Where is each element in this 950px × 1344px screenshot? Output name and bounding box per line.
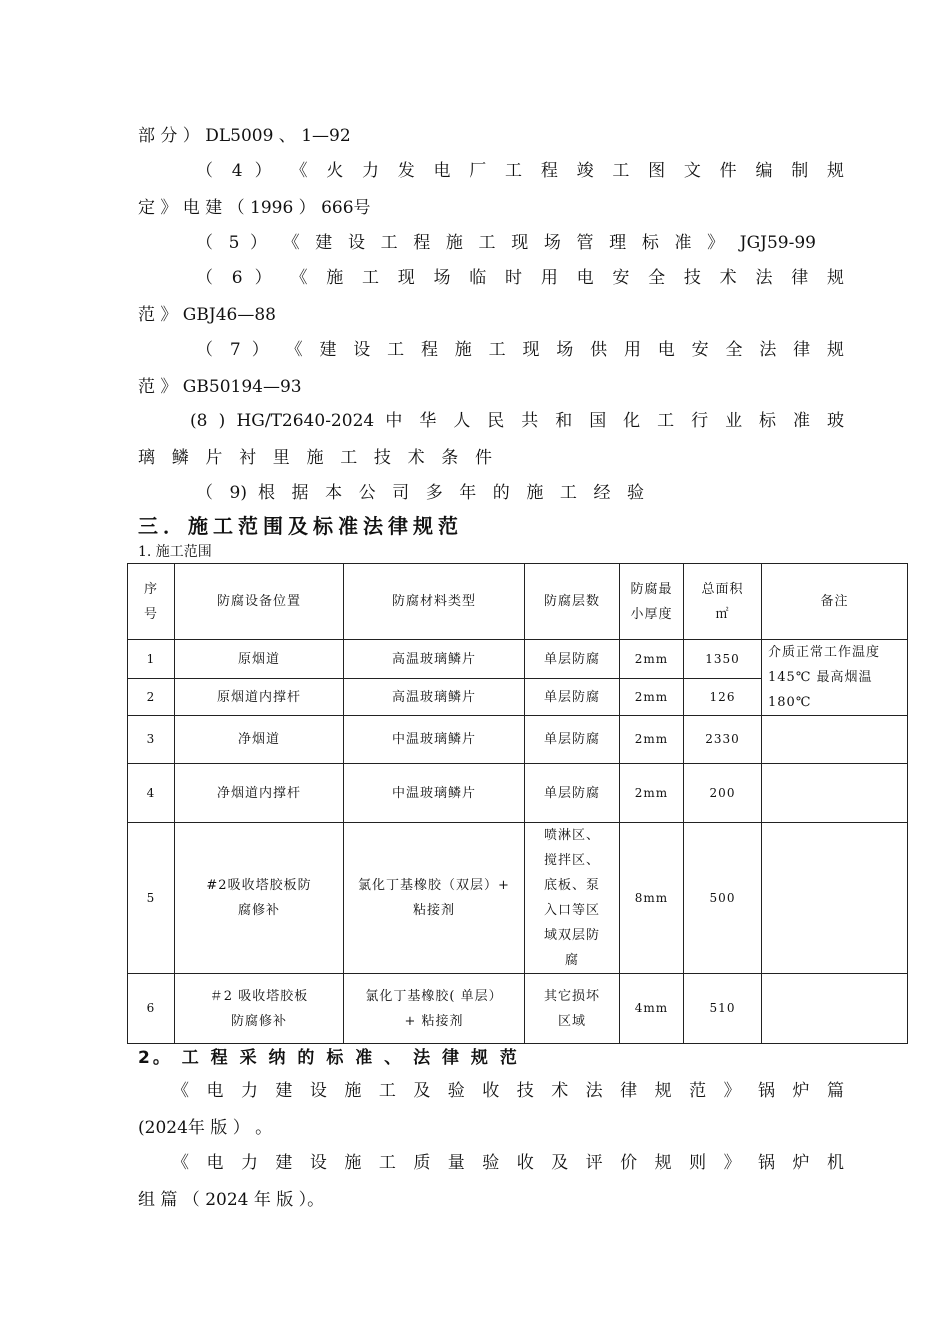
text-line: （ 7 ） 《 建 设 工 程 施 工 现 场 供 用 电 安 全 法 律 规 xyxy=(196,340,844,360)
cell-remark xyxy=(762,764,908,823)
cell-material: 中温玻璃鳞片 xyxy=(344,764,525,823)
text-line: (2024年 版 ） 。 xyxy=(138,1118,273,1138)
construction-scope-table xyxy=(127,563,908,1044)
cell-layers: 单层防腐 xyxy=(525,679,620,716)
cell-material: 高温玻璃鳞片 xyxy=(344,640,525,679)
cell-no: 1 xyxy=(128,640,175,679)
cell-thickness: 2mm xyxy=(620,679,684,716)
text-line: 部 分 ） DL5009 、 1—92 xyxy=(138,126,351,146)
cell-area: 126 xyxy=(684,679,762,716)
text-line: 范 》 GBJ46—88 xyxy=(138,305,276,325)
cell-no: 3 xyxy=(128,716,175,764)
cell-layers: 单层防腐 xyxy=(525,716,620,764)
text-line: （ 5 ） 《 建 设 工 程 施 工 现 场 管 理 标 准 》 JGJ59-99 xyxy=(196,233,816,253)
header-no: 序号 xyxy=(128,564,175,640)
text-line: 定 》 电 建 （ 1996 ） 666号 xyxy=(138,198,371,218)
cell-no: 5 xyxy=(128,823,175,974)
cell-thickness: 2mm xyxy=(620,716,684,764)
cell-material: 氯化丁基橡胶（双层）+ 粘接剂 xyxy=(344,823,525,974)
cell-thickness: 2mm xyxy=(620,640,684,679)
table-header-row xyxy=(128,564,908,640)
text-line: （ 9) 根 据 本 公 司 多 年 的 施 工 经 验 xyxy=(196,483,644,503)
header-thickness: 防腐最小厚度 xyxy=(620,564,684,640)
cell-no: 2 xyxy=(128,679,175,716)
cell-no: 6 xyxy=(128,974,175,1044)
cell-location: 净烟道 xyxy=(175,716,344,764)
cell-thickness: 8mm xyxy=(620,823,684,974)
cell-area: 510 xyxy=(684,974,762,1044)
text-line: （ 4 ） 《 火 力 发 电 厂 工 程 竣 工 图 文 件 编 制 规 xyxy=(196,161,844,181)
cell-material: 氯化丁基橡胶( 单层）+ 粘接剂 xyxy=(344,974,525,1044)
text-line: 璃 鳞 片 衬 里 施 工 技 术 条 件 xyxy=(138,448,492,468)
text-line: 组 篇 （ 2024 年 版 ）。 xyxy=(138,1190,325,1210)
table-row xyxy=(128,640,908,679)
text-line: 《 电 力 建 设 施 工 及 验 收 技 术 法 律 规 范 》 锅 炉 篇 xyxy=(172,1081,844,1101)
cell-location: 原烟道 xyxy=(175,640,344,679)
text-line: （ 6 ） 《 施 工 现 场 临 时 用 电 安 全 技 术 法 律 规 xyxy=(196,268,844,288)
table-row xyxy=(128,823,908,974)
cell-location: 原烟道内撑杆 xyxy=(175,679,344,716)
cell-remark: 介质正常工作温度145℃ 最高烟温180℃ xyxy=(762,640,908,716)
table-row xyxy=(128,974,908,1044)
cell-area: 1350 xyxy=(684,640,762,679)
text-line: 《 电 力 建 设 施 工 质 量 验 收 及 评 价 规 则 》 锅 炉 机 xyxy=(172,1153,844,1173)
cell-no: 4 xyxy=(128,764,175,823)
cell-area: 2330 xyxy=(684,716,762,764)
cell-thickness: 2mm xyxy=(620,764,684,823)
cell-area: 200 xyxy=(684,764,762,823)
cell-thickness: 4mm xyxy=(620,974,684,1044)
table-row xyxy=(128,716,908,764)
cell-location: ＃2 吸收塔胶板防腐修补 xyxy=(175,974,344,1044)
cell-layers: 喷淋区、搅拌区、底板、泵入口等区域双层防腐 xyxy=(525,823,620,974)
header-area: 总面积㎡ xyxy=(684,564,762,640)
subsection-heading: 1. 施工范围 xyxy=(138,544,212,560)
header-location: 防腐设备位置 xyxy=(175,564,344,640)
cell-area: 500 xyxy=(684,823,762,974)
section-heading: 三．施工范围及标准法律规范 xyxy=(138,514,463,538)
cell-layers: 单层防腐 xyxy=(525,640,620,679)
cell-layers: 单层防腐 xyxy=(525,764,620,823)
cell-material: 中温玻璃鳞片 xyxy=(344,716,525,764)
text-line: 范 》 GB50194—93 xyxy=(138,377,302,397)
cell-remark xyxy=(762,974,908,1044)
cell-material: 高温玻璃鳞片 xyxy=(344,679,525,716)
table-row xyxy=(128,764,908,823)
cell-remark xyxy=(762,823,908,974)
cell-location: 净烟道内撑杆 xyxy=(175,764,344,823)
cell-location: #2吸收塔胶板防腐修补 xyxy=(175,823,344,974)
cell-remark xyxy=(762,716,908,764)
header-material: 防腐材料类型 xyxy=(344,564,525,640)
text-line: (8 ) HG/T2640-2024 中 华 人 民 共 和 国 化 工 行 业 标 准 玻 xyxy=(190,411,844,431)
header-layers: 防腐层数 xyxy=(525,564,620,640)
header-remark: 备注 xyxy=(762,564,908,640)
cell-layers: 其它损坏区域 xyxy=(525,974,620,1044)
section-heading: 2。 工 程 采 纳 的 标 准 、 法 律 规 范 xyxy=(138,1048,520,1068)
